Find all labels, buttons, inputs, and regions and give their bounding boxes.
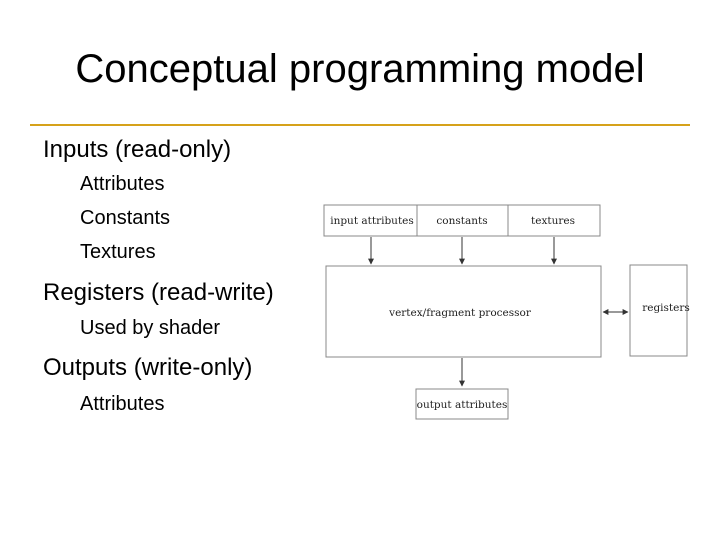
outputs-heading: Outputs (write-only)	[43, 354, 253, 381]
slide-title: Conceptual programming model	[75, 47, 645, 91]
registers-item-used-by-shader: Used by shader	[80, 317, 221, 339]
inputs-item-constants: Constants	[80, 207, 171, 229]
input-attributes-label: input attributes	[330, 215, 414, 227]
output-attributes-label: output attributes	[416, 399, 508, 411]
registers-label: registers	[642, 302, 690, 314]
textures-label: textures	[531, 215, 575, 227]
registers-heading: Registers (read-write)	[43, 279, 274, 306]
inputs-item-textures: Textures	[80, 241, 156, 263]
inputs-item-attributes: Attributes	[80, 173, 165, 195]
outputs-item-attributes: Attributes	[80, 393, 165, 415]
constants-label: constants	[436, 215, 488, 227]
inputs-heading: Inputs (read-only)	[43, 136, 232, 163]
processor-label: vertex/fragment processor	[389, 307, 531, 319]
